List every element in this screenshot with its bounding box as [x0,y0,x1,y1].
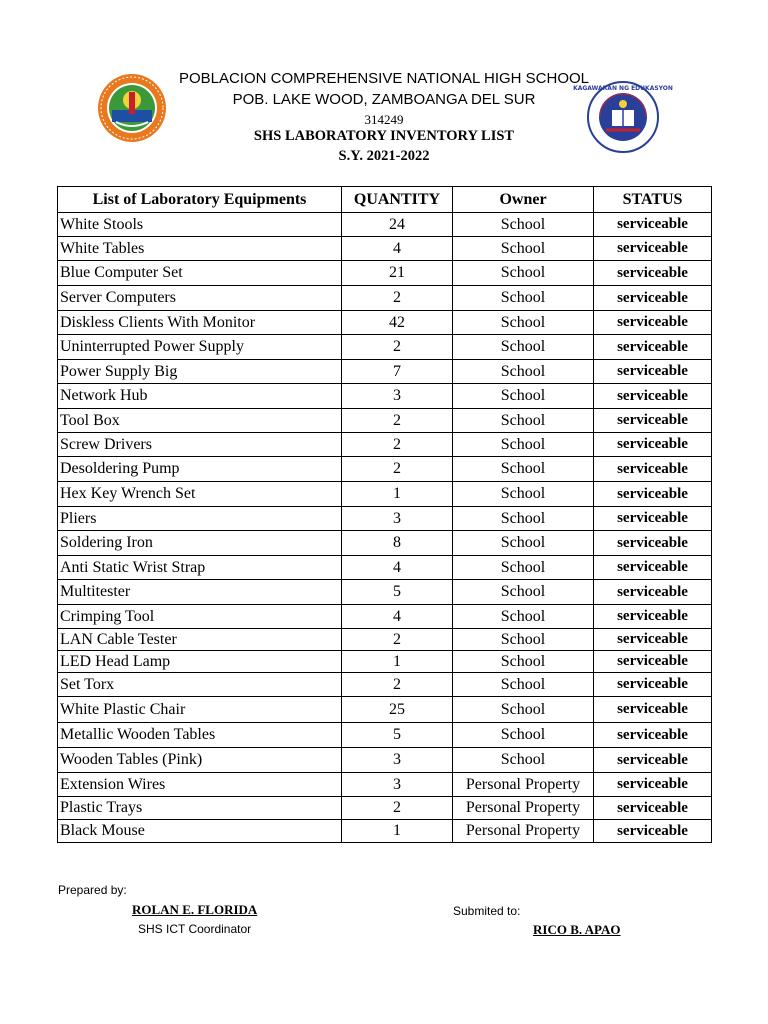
table-row [58,384,712,409]
status-cell: serviceable [594,311,712,335]
table-row [58,820,712,843]
status-cell: serviceable [594,580,712,605]
equipment-cell: Pliers [58,507,342,531]
table-header-row [58,187,712,213]
table-row [58,531,712,556]
status-cell: serviceable [594,820,712,843]
quantity-cell: 2 [342,286,453,311]
equipment-cell: LAN Cable Tester [58,629,342,651]
status-cell: serviceable [594,673,712,697]
table-row [58,697,712,723]
quantity-cell: 24 [342,213,453,237]
equipment-cell: Diskless Clients With Monitor [58,311,342,335]
status-cell: serviceable [594,360,712,384]
owner-cell: School [453,507,594,531]
status-cell: serviceable [594,748,712,773]
document-title: SHS LABORATORY INVENTORY LIST [253,128,515,144]
prepared-by-label: Prepared by: [58,883,127,897]
status-cell: serviceable [594,286,712,311]
status-cell: serviceable [594,384,712,409]
equipment-cell: Set Torx [58,673,342,697]
school-id: 314249 [364,112,404,127]
status-cell: serviceable [594,605,712,629]
status-cell: serviceable [594,409,712,433]
owner-cell: School [453,360,594,384]
table-body [58,213,712,843]
owner-cell: School [453,433,594,457]
owner-cell: School [453,335,594,360]
owner-cell: School [453,556,594,580]
equipment-cell: Hex Key Wrench Set [58,482,342,507]
table-row [58,507,712,531]
inventory-table [57,186,712,843]
quantity-cell: 3 [342,773,453,797]
owner-cell: School [453,457,594,482]
quantity-cell: 5 [342,723,453,748]
equipment-cell: Black Mouse [58,820,342,843]
status-cell: serviceable [594,697,712,723]
status-cell: serviceable [594,773,712,797]
quantity-cell: 4 [342,605,453,629]
equipment-cell: Screw Drivers [58,433,342,457]
equipment-cell: Multitester [58,580,342,605]
status-cell: serviceable [594,797,712,820]
school-address: POB. LAKE WOOD, ZAMBOANGA DEL SUR [232,91,536,108]
table-row [58,773,712,797]
status-cell: serviceable [594,433,712,457]
equipment-cell: Uninterrupted Power Supply [58,335,342,360]
school-name: POBLACION COMPREHENSIVE NATIONAL HIGH SCHOOL [178,70,590,87]
owner-cell: School [453,213,594,237]
prepared-by-role: SHS ICT Coordinator [138,922,252,936]
quantity-cell: 2 [342,335,453,360]
table-row [58,556,712,580]
column-header-equipment: List of Laboratory Equipments [58,187,342,213]
owner-cell: School [453,748,594,773]
status-cell: serviceable [594,723,712,748]
equipment-cell: White Plastic Chair [58,697,342,723]
status-cell: serviceable [594,213,712,237]
owner-cell: Personal Property [453,820,594,843]
equipment-cell: Power Supply Big [58,360,342,384]
owner-cell: Personal Property [453,797,594,820]
owner-cell: School [453,629,594,651]
owner-cell: School [453,697,594,723]
table-row [58,433,712,457]
quantity-cell: 42 [342,311,453,335]
column-header-owner: Owner [453,187,594,213]
owner-cell: School [453,531,594,556]
equipment-cell: LED Head Lamp [58,651,342,673]
equipment-cell: Network Hub [58,384,342,409]
equipment-cell: Soldering Iron [58,531,342,556]
table-row [58,237,712,261]
school-year: S.Y. 2021-2022 [338,148,430,164]
table-row [58,673,712,697]
status-cell: serviceable [594,261,712,286]
quantity-cell: 3 [342,507,453,531]
table-row [58,286,712,311]
status-cell: serviceable [594,457,712,482]
owner-cell: School [453,723,594,748]
owner-cell: School [453,286,594,311]
column-header-quantity: QUANTITY [342,187,453,213]
quantity-cell: 2 [342,433,453,457]
status-cell: serviceable [594,531,712,556]
table-row [58,651,712,673]
column-header-status: STATUS [594,187,712,213]
owner-cell: Personal Property [453,773,594,797]
table-row [58,748,712,773]
table-row [58,723,712,748]
deped-seal-text: KAGAWARAN NG EDUKASYON [573,85,673,92]
owner-cell: School [453,605,594,629]
status-cell: serviceable [594,237,712,261]
table-row [58,213,712,237]
submitted-to-name: RICO B. APAO [533,922,621,937]
table-row [58,580,712,605]
quantity-cell: 3 [342,748,453,773]
table-row [58,457,712,482]
owner-cell: School [453,482,594,507]
quantity-cell: 1 [342,820,453,843]
quantity-cell: 8 [342,531,453,556]
equipment-cell: Server Computers [58,286,342,311]
quantity-cell: 4 [342,237,453,261]
equipment-cell: Desoldering Pump [58,457,342,482]
equipment-cell: Tool Box [58,409,342,433]
owner-cell: School [453,673,594,697]
quantity-cell: 2 [342,629,453,651]
status-cell: serviceable [594,335,712,360]
status-cell: serviceable [594,556,712,580]
owner-cell: School [453,651,594,673]
table-row [58,629,712,651]
quantity-cell: 3 [342,384,453,409]
status-cell: serviceable [594,629,712,651]
quantity-cell: 1 [342,651,453,673]
owner-cell: School [453,580,594,605]
equipment-cell: Anti Static Wrist Strap [58,556,342,580]
owner-cell: School [453,261,594,286]
table-row [58,409,712,433]
table-row [58,335,712,360]
equipment-cell: Blue Computer Set [58,261,342,286]
equipment-cell: Extension Wires [58,773,342,797]
table-row [58,797,712,820]
owner-cell: School [453,409,594,433]
equipment-cell: White Stools [58,213,342,237]
quantity-cell: 5 [342,580,453,605]
table-row [58,482,712,507]
equipment-cell: Wooden Tables (Pink) [58,748,342,773]
quantity-cell: 4 [342,556,453,580]
prepared-by-name: ROLAN E. FLORIDA [132,902,258,917]
quantity-cell: 7 [342,360,453,384]
status-cell: serviceable [594,651,712,673]
submitted-to-label: Submited to: [453,904,521,918]
table-row [58,360,712,384]
quantity-cell: 2 [342,409,453,433]
owner-cell: School [453,237,594,261]
table-row [58,605,712,629]
quantity-cell: 2 [342,673,453,697]
owner-cell: School [453,384,594,409]
equipment-cell: Plastic Trays [58,797,342,820]
quantity-cell: 21 [342,261,453,286]
quantity-cell: 2 [342,797,453,820]
status-cell: serviceable [594,482,712,507]
status-cell: serviceable [594,507,712,531]
equipment-cell: Crimping Tool [58,605,342,629]
owner-cell: School [453,311,594,335]
quantity-cell: 2 [342,457,453,482]
equipment-cell: White Tables [58,237,342,261]
table-row [58,261,712,286]
table-row [58,311,712,335]
quantity-cell: 25 [342,697,453,723]
quantity-cell: 1 [342,482,453,507]
equipment-cell: Metallic Wooden Tables [58,723,342,748]
